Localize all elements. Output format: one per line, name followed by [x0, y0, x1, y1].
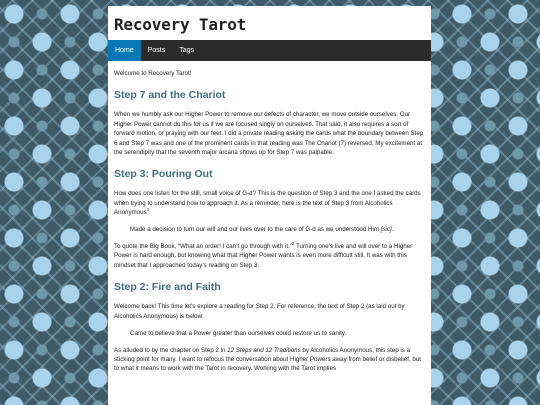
excerpt-text: To quote the Big Book, “What an order! I can’t go through with it.” [114, 243, 292, 251]
post-title-step3[interactable]: Step 3: Pouring Out [114, 168, 213, 181]
book-title: 12 Steps and 12 Traditions [227, 346, 301, 354]
excerpt-text: As alluded to by the chapter on Step 2 in [114, 346, 228, 354]
post-excerpt-step3-continued [114, 242, 425, 270]
post-title-step7[interactable]: Step 7 and the Chariot [114, 89, 226, 102]
post-title-step2[interactable]: Step 2: Fire and Faith [114, 281, 221, 294]
post-excerpt-step3 [114, 189, 425, 217]
page-container [108, 6, 431, 405]
welcome-text: Welcome to Recovery Tarot! [114, 70, 192, 77]
excerpt-text: by Alcoholics Anonymous, this step is a sticking point for many. I want to refocus the conversation about Higher Powers away from belief or disbelief, but to what it means to work with the Tarot in recovery. Working with the Tarot implies [114, 346, 422, 373]
nav-item-tags[interactable]: Tags [179, 47, 194, 54]
step2-quote: Came to believe that a Power greater than ourselves could restore us to sanity. [130, 329, 347, 337]
post-excerpt-step7: When we humbly ask our Higher Power to remove our defects of character, we move outside ourselves. Our Higher Power cannot do this for us if we are focused singly on ourselves. That said, it also requires a sort of forward motion, or praying with our feet. I did a private reading asking the cards what the boundary between Step 6 and Step 7 was and one of the prominent cards in that reading was The Chariot (7) reversed. My excitement at the serendipity that the seventh major arcana shows up for Step 7 was palpable. [114, 111, 424, 157]
step3-quote [130, 225, 425, 234]
post-excerpt-step2: Welcome back! This time let’s explore a reading for Step 2. For reference, the text of Step 2 (as laid out by Alcoholics Anonymous) is below: [114, 303, 405, 320]
post-excerpt-step2-continued [114, 346, 425, 374]
footnote-ref[interactable]: 1 [146, 207, 150, 213]
quote-text: Made a decision to turn our will and our lives over to the care of G-d as we understood Him [130, 226, 381, 234]
site-title[interactable]: Recovery Tarot [114, 15, 247, 34]
main-nav [108, 40, 431, 61]
excerpt-text: Turning one’s live and will over to a Higher Power is hard enough, but knowing what that Higher Power wants is even more difficult still. It was with this mindset that I approached today’s reading on Step 3. [114, 243, 413, 269]
site-header [108, 6, 431, 43]
excerpt-text: How does one listen for the still, small voice of G-d? This is the question of Step 3 and the one I asked the cards when trying to understand how to approach it. As a reminder, here is the text of Step 3 from Alcoholics Anonymous [114, 190, 421, 217]
footnote-ref[interactable]: 2 [291, 241, 295, 246]
main-content [114, 69, 425, 381]
nav-item-home[interactable]: Home [108, 40, 141, 61]
nav-item-posts[interactable]: Posts [147, 47, 166, 54]
quote-sic: [sic]. [380, 226, 394, 234]
